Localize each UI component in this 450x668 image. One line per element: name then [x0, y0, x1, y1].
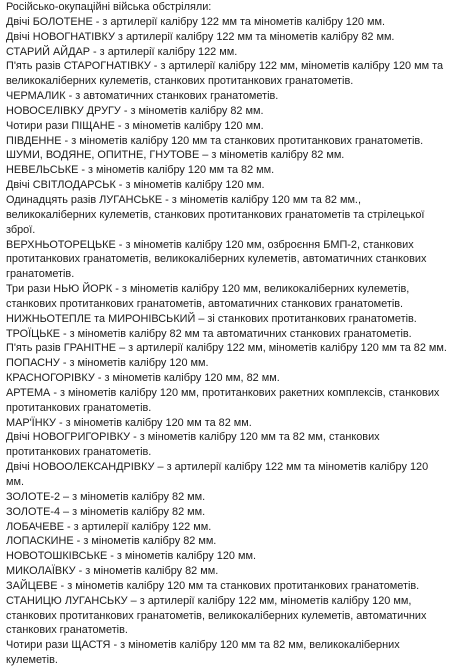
shelling-entry: П'ять разів ГРАНІТНЕ – з артилерії калібру 122 мм, мінометів калібру 120 мм та 82 мм. [6, 342, 447, 355]
shelling-entry: ЗОЛОТЕ-4 – з мінометів калібру 82 мм. [6, 505, 206, 518]
shelling-entry: ЛОПАСКИНЕ - з мінометів калібру 82 мм. [6, 535, 217, 548]
shelling-entry: АРТЕМА - з мінометів калібру 120 мм, протитанкових ракетних комплексів, станкових протитанкових гранатометів. [6, 386, 440, 414]
shelling-entry: Двічі НОВООЛЕКСАНДРІВКУ – з артилерії калібру 122 мм та мінометів калібру 120 мм. [6, 461, 429, 488]
shelling-entry: НОВОСЕЛІВКУ ДРУГУ - з мінометів калібру 82 мм. [6, 104, 264, 117]
shelling-entry: НОВОТОШКІВСЬКЕ - з мінометів калібру 120 мм. [6, 550, 256, 563]
shelling-entry: ТРОЇЦЬКЕ - з мінометів калібру 82 мм та автоматичних станкових гранатометів. [6, 327, 412, 340]
shelling-entry: ЛОБАЧЕВЕ - з артилерії калібру 122 мм. [6, 520, 212, 533]
shelling-entry: ШУМИ, ВОДЯНЕ, ОПИТНЕ, ГНУТОВЕ – з мінометів калібру 82 мм. [6, 149, 345, 162]
shelling-entry: Двічі СВІТЛОДАРСЬК - з мінометів калібру 120 мм. [6, 179, 265, 192]
shelling-entry: СТАРИЙ АЙДАР - з артилерії калібру 122 мм. [6, 45, 238, 58]
shelling-entry: ЗОЛОТЕ-2 – з мінометів калібру 82 мм. [6, 490, 206, 503]
shelling-entry: ПОПАСНУ - з мінометів калібру 120 мм. [6, 357, 209, 370]
shelling-entry: ЗАЙЦЕВЕ - з мінометів калібру 120 мм та станкових протитанкових гранатометів. [6, 579, 420, 592]
shelling-entry: Двічі БОЛОТЕНЕ - з артилерії калібру 122 мм та мінометів калібру 120 мм. [6, 15, 385, 28]
shelling-entry: НИЖНЬОТЕПЛЕ та МИРОНІВСЬКИЙ – зі станкових протитанкових гранатометів. [6, 312, 417, 325]
shelling-entry: ПІВДЕННЕ - з мінометів калібру 120 мм та станкових протитанкових гранатометів. [6, 134, 424, 147]
shelling-entry: ЧЕРМАЛИК - з автоматичних станкових гранатометів. [6, 90, 279, 103]
shelling-entry: Три рази НЬЮ ЙОРК - з мінометів калібру 120 мм, великокаліберних кулеметів, станкових протитанкових гранатометів, автоматичних станкових гранатометів. [6, 283, 410, 310]
shelling-entry: П'ять разів СТАРОГНАТІВКУ - з артилерії калібру 122 мм, мінометів калібру 120 мм та великокаліберних кулеметів, станкових протитанкових гранатометів. [6, 60, 444, 88]
shelling-entry: КРАСНОГОРІВКУ - з мінометів калібру 120 мм, 82 мм. [6, 372, 280, 385]
shelling-entry: МАР'ЇНКУ - з мінометів калібру 120 мм та 82 мм. [6, 416, 252, 429]
shelling-entry: Двічі НОВОГНАТІВКУ з артилерії калібру 122 мм та мінометів калібру 82 мм. [6, 30, 395, 43]
shelling-entry: ВЕРХНЬОТОРЕЦЬКЕ - з мінометів калібру 120 мм, озброєння БМП-2, станкових протитанкових гранатометів, великокаліберних кулеметів, автоматичних станкових гранатометів. [6, 238, 427, 281]
intro-line: Російсько-окупаційні війська обстріляли: [6, 1, 212, 13]
shelling-entry: СТАНИЦЮ ЛУГАНСЬКУ – з артилерії калібру 122 мм, мінометів калібру 120 мм, станкових протитанкових гранатометів, великокаліберних кулеметів, автоматичних станкових гранатометів. [6, 594, 427, 637]
shelling-entry: Чотири рази ПІЩАНЕ - з мінометів калібру 120 мм. [6, 119, 264, 132]
shelling-entry: Одинадцять разів ЛУГАНСЬКЕ - з мінометів калібру 120 мм та 82 мм., великокаліберних кулеметів, станкових протитанкових гранатометів та стрілецької зброї. [6, 193, 425, 236]
shelling-entry: МИКОЛАЇВКУ - з мінометів калібру 82 мм. [6, 565, 219, 578]
shelling-entry: НЕВЕЛЬСЬКЕ - з мінометів калібру 120 мм та 82 мм. [6, 164, 275, 177]
shelling-entry: Двічі НОВОГРИГОРІВКУ - з мінометів калібру 120 мм та 82 мм, станкових протитанкових гранатометів. [6, 431, 380, 459]
shelling-entry: Чотири рази ЩАСТЯ - з мінометів калібру 120 мм та 82 мм, великокаліберних кулеметів. [6, 639, 400, 667]
